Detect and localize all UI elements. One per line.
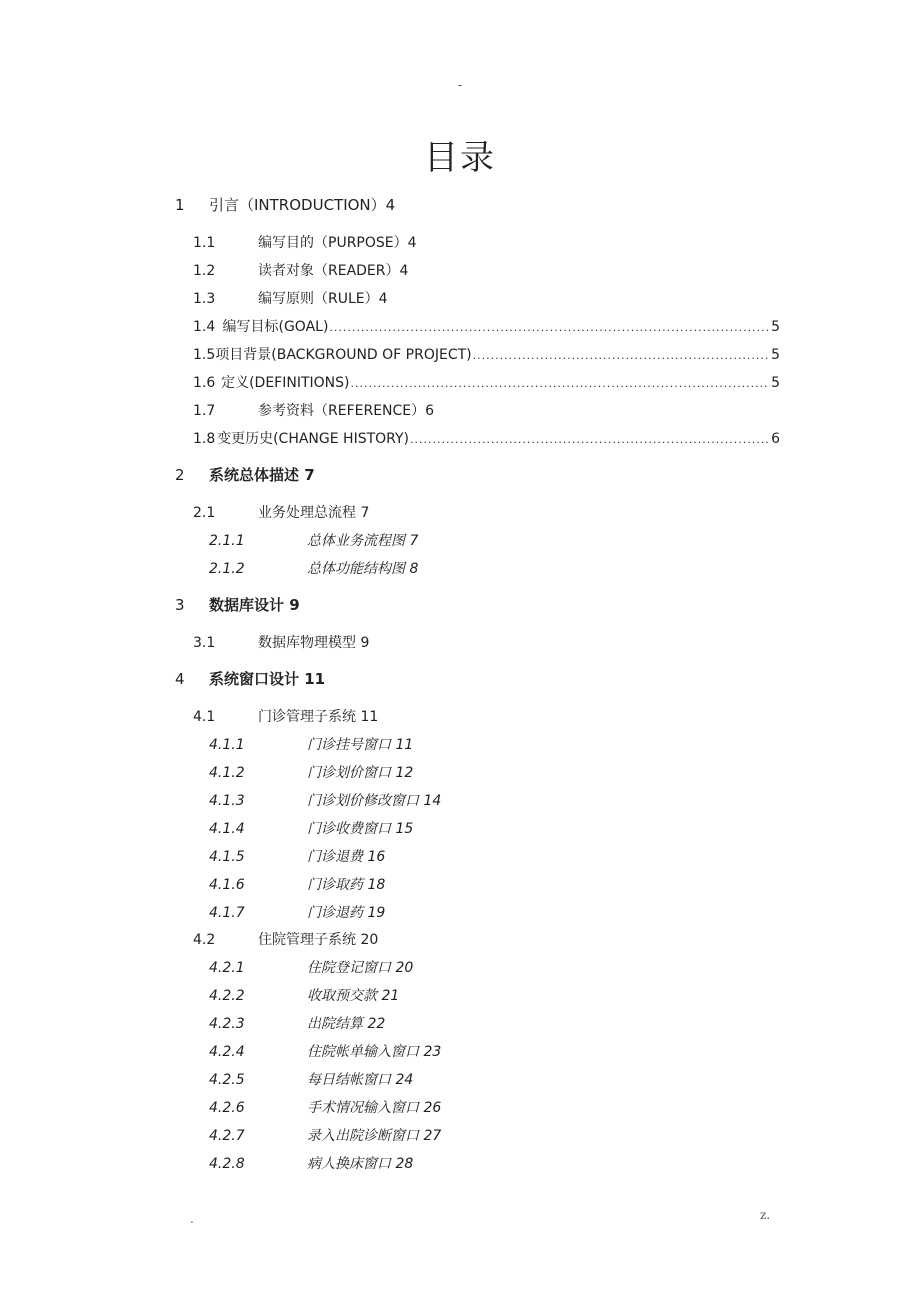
- toc-entry-3-1[interactable]: [193, 632, 369, 652]
- toc-text: 定义(DEFINITIONS): [221, 375, 350, 391]
- toc-entry-1-5[interactable]: [193, 344, 780, 364]
- dot-leader: [350, 377, 770, 390]
- toc-entry-4-1-6[interactable]: [209, 874, 385, 894]
- toc-number: 4.2.6: [209, 1100, 245, 1116]
- toc-entry-1-7[interactable]: [193, 400, 434, 420]
- toc-number: 4.1.6: [209, 877, 245, 893]
- toc-number: 1.7: [193, 403, 216, 419]
- toc-number: 1: [175, 196, 185, 214]
- footer-right-mark: z.: [760, 1208, 771, 1222]
- toc-number: 4.1.3: [209, 793, 245, 809]
- toc-entry-4-1-2[interactable]: [209, 762, 413, 782]
- toc-text: 病人换床窗口 28: [307, 1156, 414, 1172]
- toc-entry-4-2-4[interactable]: [209, 1041, 441, 1061]
- toc-text: 数据库设计 9: [209, 596, 300, 614]
- toc-entry-2-1-1[interactable]: [209, 530, 418, 550]
- toc-number: 1.4: [193, 319, 216, 335]
- toc-entry-4-1-3[interactable]: [209, 790, 441, 810]
- toc-text: 参考资料（REFERENCE）6: [258, 403, 435, 419]
- toc-number: 4.2.7: [209, 1128, 245, 1144]
- toc-entry-3[interactable]: [175, 594, 300, 615]
- toc-entry-1-3[interactable]: [193, 288, 388, 308]
- toc-number: 4.1.1: [209, 737, 245, 753]
- toc-page: 5: [771, 375, 780, 391]
- toc-entry-4-2-3[interactable]: [209, 1013, 385, 1033]
- toc-text: 门诊退费 16: [307, 849, 386, 865]
- toc-text: 系统窗口设计 11: [209, 670, 326, 688]
- toc-number: 4.1.4: [209, 821, 245, 837]
- toc-entry-1-4[interactable]: [193, 316, 780, 336]
- toc-text: 业务处理总流程 7: [258, 505, 370, 521]
- toc-entry-4-2[interactable]: [193, 929, 378, 949]
- toc-number: 3.1: [193, 635, 216, 651]
- toc-text: 总体功能结构图 8: [307, 561, 419, 577]
- toc-text: 编写原则（RULE）4: [258, 291, 388, 307]
- toc-text: 门诊退药 19: [307, 905, 386, 921]
- dot-leader: [329, 321, 770, 334]
- toc-number: 4: [175, 670, 185, 688]
- toc-entry-4[interactable]: [175, 668, 325, 689]
- toc-entry-1-8[interactable]: [193, 428, 780, 448]
- toc-text: 门诊挂号窗口 11: [307, 737, 414, 753]
- toc-number: 4.2.5: [209, 1072, 245, 1088]
- toc-text: 录入出院诊断窗口 27: [307, 1128, 442, 1144]
- toc-text: 住院登记窗口 20: [307, 960, 414, 976]
- toc-entry-4-2-7[interactable]: [209, 1125, 441, 1145]
- toc-number: 2.1.2: [209, 561, 245, 577]
- toc-entry-1-1[interactable]: [193, 232, 417, 252]
- toc-text: 门诊划价窗口 12: [307, 765, 414, 781]
- toc-entry-4-2-5[interactable]: [209, 1069, 413, 1089]
- toc-entry-4-2-1[interactable]: [209, 957, 413, 977]
- toc-text: 住院管理子系统 20: [258, 932, 379, 948]
- toc-text: 编写目的（PURPOSE）4: [258, 235, 417, 251]
- toc-text: 收取预交款 21: [307, 988, 400, 1004]
- toc-entry-4-1-4[interactable]: [209, 818, 413, 838]
- toc-number: 4.2.2: [209, 988, 245, 1004]
- toc-number: 1.6: [193, 375, 216, 391]
- toc-number: 4.2: [193, 932, 216, 948]
- toc-number: 4.2.8: [209, 1156, 245, 1172]
- toc-number: 2.1: [193, 505, 216, 521]
- toc-number: 2.1.1: [209, 533, 245, 549]
- toc-page: 6: [771, 431, 780, 447]
- toc-number: 1.8: [193, 431, 216, 447]
- toc-number: 1.2: [193, 263, 216, 279]
- toc-entry-1-2[interactable]: [193, 260, 408, 280]
- toc-text: 门诊收费窗口 15: [307, 821, 414, 837]
- toc-text: 住院帐单输入窗口 23: [307, 1044, 442, 1060]
- toc-number: 4.1.2: [209, 765, 245, 781]
- dot-leader: [473, 349, 770, 362]
- footer-left-mark: .: [190, 1212, 194, 1226]
- header-mark: -: [457, 78, 463, 92]
- toc-text: 出院结算 22: [307, 1016, 386, 1032]
- toc-text: 引言（INTRODUCTION）4: [209, 196, 396, 214]
- toc-text: 编写目标(GOAL): [222, 319, 329, 335]
- toc-text: 门诊取药 18: [307, 877, 386, 893]
- toc-entry-2-1-2[interactable]: [209, 558, 418, 578]
- toc-entry-4-1-5[interactable]: [209, 846, 385, 866]
- toc-entry-4-1[interactable]: [193, 706, 378, 726]
- toc-number: 4.1: [193, 709, 216, 725]
- toc-entry-4-1-7[interactable]: [209, 902, 385, 922]
- toc-number: 1.3: [193, 291, 216, 307]
- toc-text: 系统总体描述 7: [209, 466, 315, 484]
- toc-number: 1.1: [193, 235, 216, 251]
- toc-text: 项目背景(BACKGROUND OF PROJECT): [215, 347, 472, 363]
- toc-text: 门诊管理子系统 11: [258, 709, 379, 725]
- toc-text: 读者对象（READER）4: [258, 263, 409, 279]
- toc-text: 总体业务流程图 7: [307, 533, 419, 549]
- toc-entry-4-2-8[interactable]: [209, 1153, 413, 1173]
- toc-entry-1-6[interactable]: [193, 372, 780, 392]
- toc-text: 手术情况输入窗口 26: [307, 1100, 442, 1116]
- toc-number: 4.1.5: [209, 849, 245, 865]
- dot-leader: [410, 433, 770, 446]
- toc-number: 1.5: [193, 347, 216, 363]
- toc-number: 4.2.1: [209, 960, 245, 976]
- page-title: 目录: [424, 138, 496, 178]
- toc-text: 每日结帐窗口 24: [307, 1072, 414, 1088]
- toc-number: 3: [175, 596, 185, 614]
- toc-text: 门诊划价修改窗口 14: [307, 793, 442, 809]
- toc-number: 2: [175, 466, 185, 484]
- toc-number: 4.2.3: [209, 1016, 245, 1032]
- toc-entry-4-2-2[interactable]: [209, 985, 399, 1005]
- toc-text: 变更历史(CHANGE HISTORY): [217, 431, 410, 447]
- toc-page: 5: [771, 319, 780, 335]
- toc-text: 数据库物理模型 9: [258, 635, 370, 651]
- toc-entry-1[interactable]: [175, 194, 395, 215]
- toc-number: 4.2.4: [209, 1044, 245, 1060]
- toc-number: 4.1.7: [209, 905, 245, 921]
- toc-entry-2[interactable]: [175, 464, 315, 485]
- toc-entry-2-1[interactable]: [193, 502, 369, 522]
- toc-entry-4-1-1[interactable]: [209, 734, 413, 754]
- toc-page: 5: [771, 347, 780, 363]
- toc-entry-4-2-6[interactable]: [209, 1097, 441, 1117]
